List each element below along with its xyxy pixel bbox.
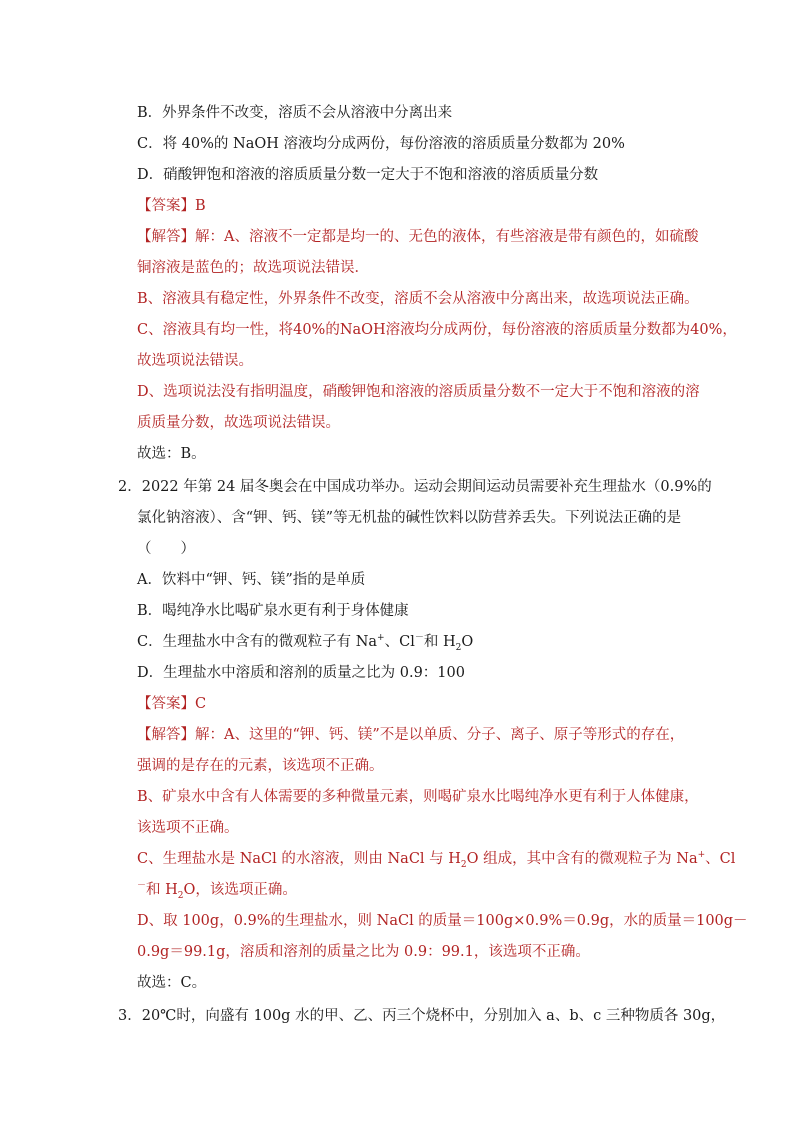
q1-option-d: D．硝酸钾饱和溶液的溶质质量分数一定大于不饱和溶液的溶质质量分数 [137, 167, 599, 183]
q2-analysis-line: 强调的是存在的元素，该选项不正确。 [137, 758, 384, 774]
q1-analysis-line: 故选项说法错误。 [137, 353, 253, 369]
answer-value: B [195, 198, 206, 214]
q1-analysis-line: C、溶液具有均一性，将40%的NaOH溶液均分成两份，每份溶液的溶质质量分数都为40%， [137, 322, 737, 338]
analysis-tag: 【解答】 [137, 229, 195, 245]
q2-stem: 2．2022 年第 24 届冬奥会在中国成功举办。运动会期间运动员需要补充生理盐水（0.9%的 [118, 479, 712, 495]
q2-option-c: C．生理盐水中含有的微观粒子有 Na+、Cl－和 $H_2O$ [137, 633, 474, 653]
q1-analysis-line [137, 227, 697, 247]
answer-tag: 【答案】 [137, 198, 195, 214]
q1-analysis-line: B、溶液具有稳定性，外界条件不改变，溶质不会从溶液中分离出来，故选项说法正确。 [137, 291, 699, 307]
q2-stem: 氯化钠溶液）、含“钾、钙、镁”等无机盐的碱性饮料以防营养丢失。下列说法正确的是 [137, 510, 682, 526]
q2-answer [137, 694, 697, 714]
q2-analysis-line: 0.9g＝99.1g，溶质和溶剂的质量之比为 0.9：99.1，该选项不正确。 [137, 944, 590, 960]
q1-analysis-line: 铜溶液是蓝色的；故选项说法错误． [137, 260, 369, 276]
answer-value: C [195, 696, 207, 712]
q2-option-b: B．喝纯净水比喝矿泉水更有利于身体健康 [137, 603, 409, 619]
q2-analysis-line: C、生理盐水是 NaCl 的水溶液，则由 NaCl 与 $H_2O$ 组成，其中含有的微观粒子为 Na+、Cl [137, 850, 736, 870]
q2-analysis-line: B、矿泉水中含有人体需要的多种微量元素，则喝矿泉水比喝纯净水更有利于人体健康， [137, 789, 699, 805]
q2-option-d: D．生理盐水中溶质和溶剂的质量之比为 0.9：100 [137, 665, 465, 681]
q2-analysis-line [137, 725, 697, 745]
answer-tag: 【答案】 [137, 696, 195, 712]
analysis-tag: 【解答】 [137, 727, 195, 743]
q1-analysis-line: 质质量分数，故选项说法错误。 [137, 415, 340, 431]
q1-analysis-line: D、选项说法没有指明温度，硝酸钾饱和溶液的溶质质量分数不一定大于不饱和溶液的溶 [137, 384, 700, 400]
q1-choose: 故选：B。 [137, 446, 206, 462]
q2-analysis-line: D、取 100g，0.9%的生理盐水，则 NaCl 的质量＝100g×0.9%＝0.9g，水的质量＝100g－ [137, 913, 748, 929]
q2-stem: （ ） [137, 541, 195, 557]
q2-choose: 故选：C。 [137, 975, 207, 991]
q3-stem: 3．20℃时，向盛有 100g 水的甲、乙、丙三个烧杯中，分别加入 a、b、c 三种物质各 30g， [118, 1008, 726, 1024]
q1-answer [137, 196, 697, 216]
analysis-text: 解：A、这里的“钾、钙、镁”不是以单质、分子、离子、原子等形式的存在， [195, 727, 685, 743]
q1-option-c: C．将 40%的 NaOH 溶液均分成两份，每份溶液的溶质质量分数都为 20% [137, 136, 625, 152]
q2-analysis-line: －和 $H_2O$，该选项正确。 [137, 881, 297, 901]
q2-option-a: A．饮料中“钾、钙、镁”指的是单质 [137, 572, 366, 588]
q1-option-b: B．外界条件不改变，溶质不会从溶液中分离出来 [137, 105, 453, 121]
q2-analysis-line: 该选项不正确。 [137, 820, 239, 836]
analysis-text: 解：A、溶液不一定都是均一的、无色的液体，有些溶液是带有颜色的，如硫酸 [195, 229, 699, 245]
